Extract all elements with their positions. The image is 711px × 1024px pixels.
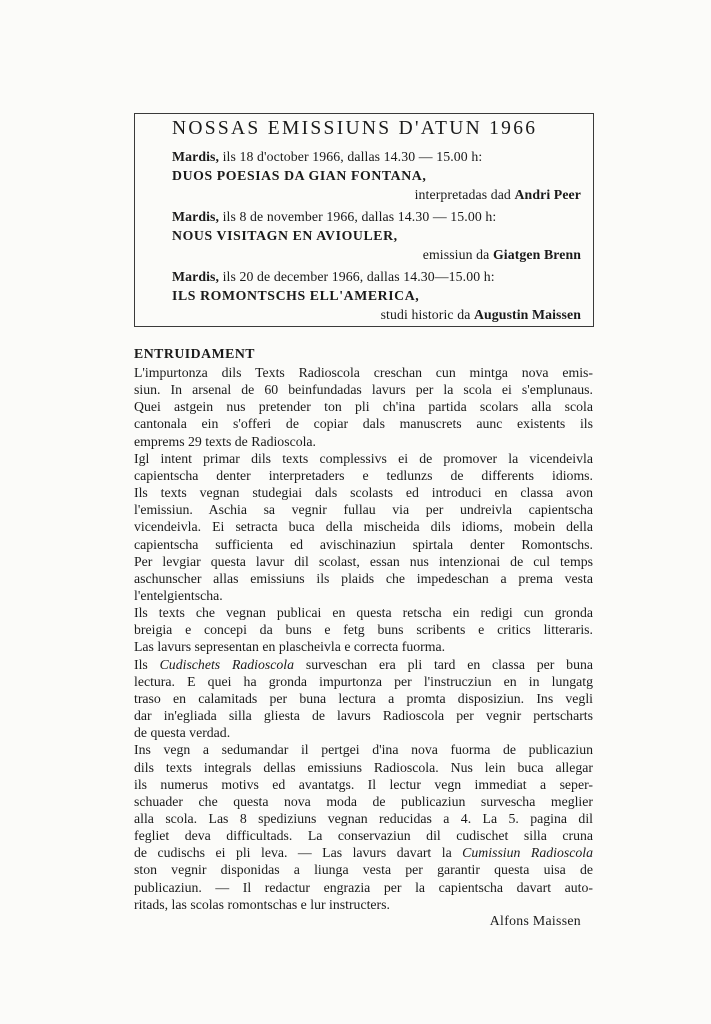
credit-prefix: interpretadas dad (414, 187, 515, 202)
article-line: dils texts integrals dellas emissiuns Radioscola. Nus lein buca allegar (134, 759, 593, 775)
broadcast-day: Mardis, (172, 149, 220, 164)
broadcast-time: ils 18 d'october 1966, dallas 14.30 — 15.00 h: (219, 149, 483, 164)
broadcast-credit-1 (415, 187, 581, 203)
broadcast-credit-2 (423, 247, 581, 263)
article-line: emprems 29 texts de Radioscola. (134, 433, 317, 449)
broadcast-date-1 (172, 149, 482, 165)
credit-name: Giatgen Brenn (492, 247, 581, 262)
article-line: alla scola. Las 8 spediziuns vegnan reducidas a 4. La 5. pagina dil (134, 810, 593, 826)
article-line: Ils texts vegnan studegiai dals scolasts ed introduci en classa avon (134, 485, 593, 500)
article-line: l'emissiun. Aschia sa vegnir fullau via per undreivla capientscha (134, 502, 593, 518)
article-line: cantonala ein s'offeri de copiar dals manuscrets aunc existents ils (134, 416, 593, 432)
broadcast-credit-3 (381, 307, 581, 323)
article-line: capientscha denter interpretaders e tedlunzs de differents idioms. (134, 467, 593, 483)
article-line: Ils texts che vegnan publicai en questa retscha ein redigi cun gronda (134, 605, 593, 621)
broadcast-day: Mardis, (172, 209, 220, 224)
article-line: siun. In arsenal de 60 beinfundadas lavurs per la scola ei s'emplunaus. (134, 382, 593, 398)
article-line: traso en calamitads per buna lectura a promta disposiziun. Ins vegli (134, 690, 593, 706)
broadcast-title-1: DUOS POESIAS DA GIAN FONTANA, (172, 168, 427, 183)
article-line: dar in'egliada silla gliesta de lavurs Radioscola per vegnir pertscharts (134, 708, 593, 723)
article-line: Per levgiar questa lavur dil scolast, essan nus intenzionai de cul temps (134, 553, 593, 569)
article-line: publicaziun. — Il redactur engrazia per la capientscha davart auto- (134, 879, 593, 895)
article-line: vicendeivla. Ei setracta buca della mischeida dils idioms, mobein della (134, 519, 593, 535)
article-line: ritads, las scolas romontschas e lur instructers. (134, 896, 390, 912)
article-line: aschunscher allas emissiuns ils plaids che impedeschan a prema vesta (134, 570, 593, 586)
credit-name: Augustin Maissen (473, 307, 581, 322)
article-line: de questa verdad. (134, 725, 231, 741)
broadcast-title-2: NOUS VISITAGN EN AVIOULER, (172, 228, 398, 243)
broadcast-time: ils 20 de december 1966, dallas 14.30—15.00 h: (219, 269, 495, 284)
italic-title: Cudischets Radioscola (159, 656, 295, 672)
article-line: Igl intent primar dils texts complessivs ei de promover la vicendeivla (134, 450, 593, 466)
article-line: ils numerus motivs ed avantatgs. Il lectur vegn immediat a seper- (134, 776, 593, 792)
article-line: schuader che questa nova moda de publicaziun survescha meglier (134, 793, 593, 809)
programme-title: NOSSAS EMISSIUNS D'ATUN 1966 (172, 118, 538, 139)
article-line: breigia e concepi da buns e fetg buns scribents e critics litteraris. (134, 622, 593, 638)
credit-prefix: studi historic da (380, 307, 474, 322)
article-line: Las lavurs sepresentan en plascheivla e correcta fuorma. (134, 639, 446, 655)
credit-prefix: emissiun da (422, 247, 493, 262)
broadcast-date-3 (172, 269, 495, 285)
article-line: Ils Cudischets Radioscola surveschan era pli tard en classa per buna (134, 656, 593, 672)
article-line: L'impurtonza dils Texts Radioscola creschan cun mintga nova emis- (134, 365, 593, 380)
article-line: Quei astgein nus pretender ton pli ch'ina partida scolars alla scola (134, 399, 593, 415)
article-line: capientscha sufficienta ed avischinaziun spirtala denter Romontschs. (134, 536, 593, 552)
article-heading: ENTRUIDAMENT (134, 346, 255, 361)
article-line: de cudischs ei pli leva. — Las lavurs davart la Cumissiun Radioscola (134, 845, 593, 861)
author-signature: Alfons Maissen (489, 913, 581, 928)
broadcast-time: ils 8 de november 1966, dallas 14.30 — 15.00 h: (219, 209, 497, 224)
credit-name: Andri Peer (514, 187, 581, 202)
article-line: fegliet deva difficultads. La conservaziun dil cudischet silla cruna (134, 828, 593, 843)
article-line: Ins vegn a sedumandar il pertgei d'ina nova fuorma de publicaziun (134, 742, 593, 758)
article-line: l'entelgientscha. (134, 588, 223, 603)
article-line: ston vegnir disponidas a liunga vesta per garantir questa uisa de (134, 862, 593, 878)
broadcast-title-3: ILS ROMONTSCHS ELL'AMERICA, (172, 288, 420, 303)
broadcast-day: Mardis, (172, 269, 220, 284)
broadcast-date-2 (172, 209, 496, 225)
italic-title: Cumissiun Radioscola (462, 845, 593, 861)
article-line: lectura. E quei ha gronda impurtonza per l'instrucziun en in lungatg (134, 673, 593, 689)
